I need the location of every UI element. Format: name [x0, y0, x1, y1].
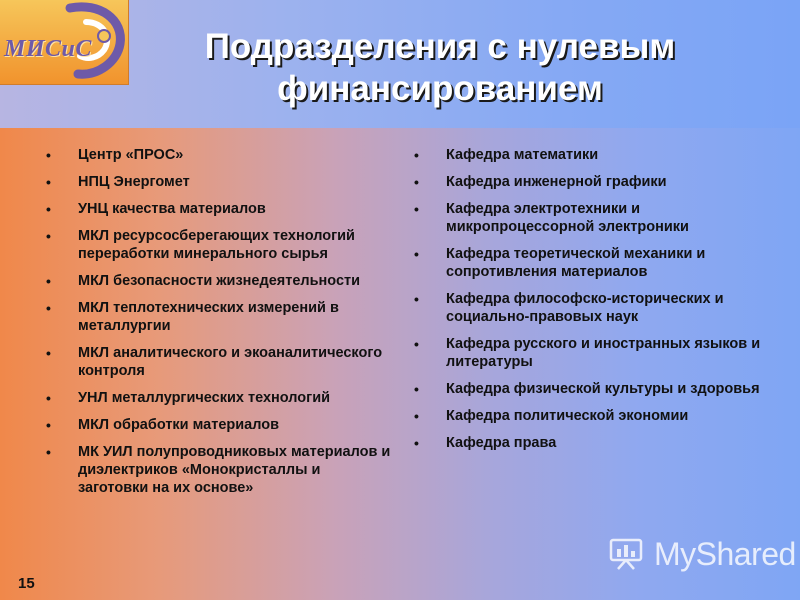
list-item: • МКЛ обработки материалов	[46, 416, 392, 434]
list-item: • Кафедра философско-исторических и социально-правовых наук	[414, 290, 764, 326]
list-item: • Кафедра теоретической механики и сопротивления материалов	[414, 245, 764, 281]
list-item: • Кафедра математики	[414, 146, 764, 164]
list-item: • УНЛ металлургических технологий	[46, 389, 392, 407]
watermark	[608, 536, 796, 572]
list-item: • МК УИЛ полупроводниковых материалов и диэлектриков «Монокристаллы и заготовки на их основе»	[46, 443, 392, 497]
left-list	[46, 146, 392, 506]
list-item: • Кафедра электротехники и микропроцессорной электроники	[414, 200, 764, 236]
list-item: • Кафедра инженерной графики	[414, 173, 764, 191]
presentation-board-icon	[608, 537, 646, 571]
list-item: • Кафедра русского и иностранных языков и литературы	[414, 335, 764, 371]
list-item: • НПЦ Энергомет	[46, 173, 392, 191]
list-item: • МКЛ аналитического и экоаналитического контроля	[46, 344, 392, 380]
list-item: • УНЦ качества материалов	[46, 200, 392, 218]
list-item: • МКЛ теплотехнических измерений в металлургии	[46, 299, 392, 335]
list-item: • Кафедра политической экономии	[414, 407, 764, 425]
logo-text: МИСиС	[4, 36, 92, 62]
right-list	[414, 146, 764, 461]
slide-title	[160, 26, 720, 110]
misis-logo	[0, 0, 129, 85]
title-line-2: финансированием	[277, 69, 603, 108]
page-number: 15	[18, 575, 35, 592]
list-item: • Кафедра права	[414, 434, 764, 452]
title-line-1: Подразделения с нулевым	[204, 27, 676, 66]
list-item: • МКЛ ресурсосберегающих технологий переработки минерального сырья	[46, 227, 392, 263]
watermark-text: MyShared	[654, 535, 796, 572]
list-item: • Центр «ПРОС»	[46, 146, 392, 164]
list-item: • МКЛ безопасности жизнедеятельности	[46, 272, 392, 290]
list-item: • Кафедра физической культуры и здоровья	[414, 380, 764, 398]
